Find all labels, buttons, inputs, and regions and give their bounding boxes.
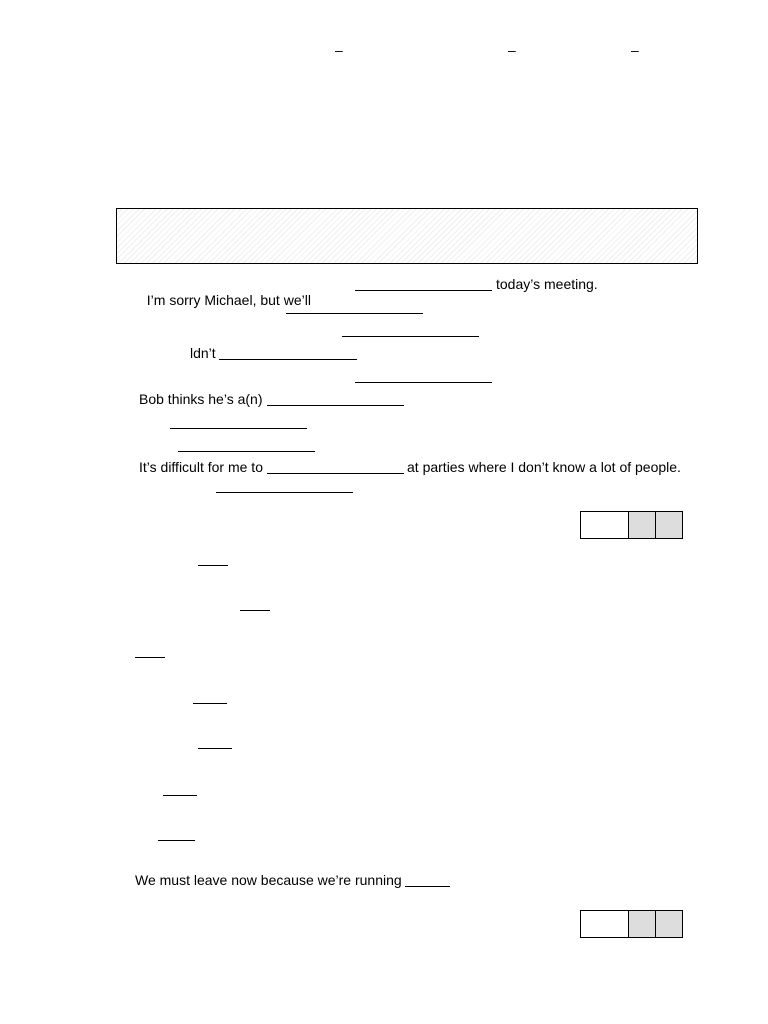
short-blank-8[interactable] bbox=[405, 886, 450, 887]
sentence-9-text-after: at parties where I don’t know a lot of people. bbox=[407, 459, 681, 475]
sentence-9-text-before: It’s difficult for me to bbox=[139, 459, 263, 475]
short-blank-2[interactable] bbox=[240, 610, 270, 611]
answer-blank-4[interactable] bbox=[219, 359, 357, 360]
short-blank-1[interactable] bbox=[198, 565, 228, 566]
score-cell[interactable] bbox=[581, 911, 628, 937]
short-blank-4[interactable] bbox=[193, 703, 227, 704]
short-blank-7[interactable] bbox=[158, 840, 195, 841]
header-dash-1: – bbox=[335, 42, 343, 58]
answer-blank-10[interactable] bbox=[216, 492, 353, 493]
short-blank-6[interactable] bbox=[163, 795, 197, 796]
short-blank-3[interactable] bbox=[135, 657, 165, 658]
sentence-1-text-after: today’s meeting. bbox=[496, 276, 598, 292]
part2-sentence-last: We must leave now because we’re running bbox=[135, 872, 402, 888]
sentence-1-text-before: I’m sorry Michael, but we’ll bbox=[146, 292, 311, 308]
answer-blank-3[interactable] bbox=[342, 336, 479, 337]
score-cell[interactable] bbox=[581, 512, 628, 538]
sentence-4-text-before: ldn’t bbox=[190, 345, 216, 361]
answer-blank-1[interactable] bbox=[355, 290, 492, 291]
answer-blank-8[interactable] bbox=[178, 451, 315, 452]
score-cell-shaded bbox=[655, 512, 682, 538]
sentence-6-text-before: Bob thinks he’s a(n) bbox=[139, 391, 263, 407]
answer-blank-6[interactable] bbox=[267, 405, 404, 406]
score-box-2 bbox=[580, 910, 683, 938]
short-blank-5[interactable] bbox=[198, 748, 232, 749]
answer-blank-9[interactable] bbox=[267, 473, 404, 474]
answer-blank-5[interactable] bbox=[355, 382, 492, 383]
answer-blank-2[interactable] bbox=[286, 313, 423, 314]
score-cell-shaded bbox=[628, 512, 655, 538]
sentence-1 bbox=[139, 276, 311, 308]
score-cell-shaded bbox=[628, 911, 655, 937]
answer-blank-7[interactable] bbox=[170, 428, 307, 429]
score-box-1 bbox=[580, 511, 683, 539]
header-dash-2: – bbox=[508, 42, 516, 58]
header-dash-3: – bbox=[631, 42, 639, 58]
score-cell-shaded bbox=[655, 911, 682, 937]
section-banner bbox=[116, 208, 698, 264]
